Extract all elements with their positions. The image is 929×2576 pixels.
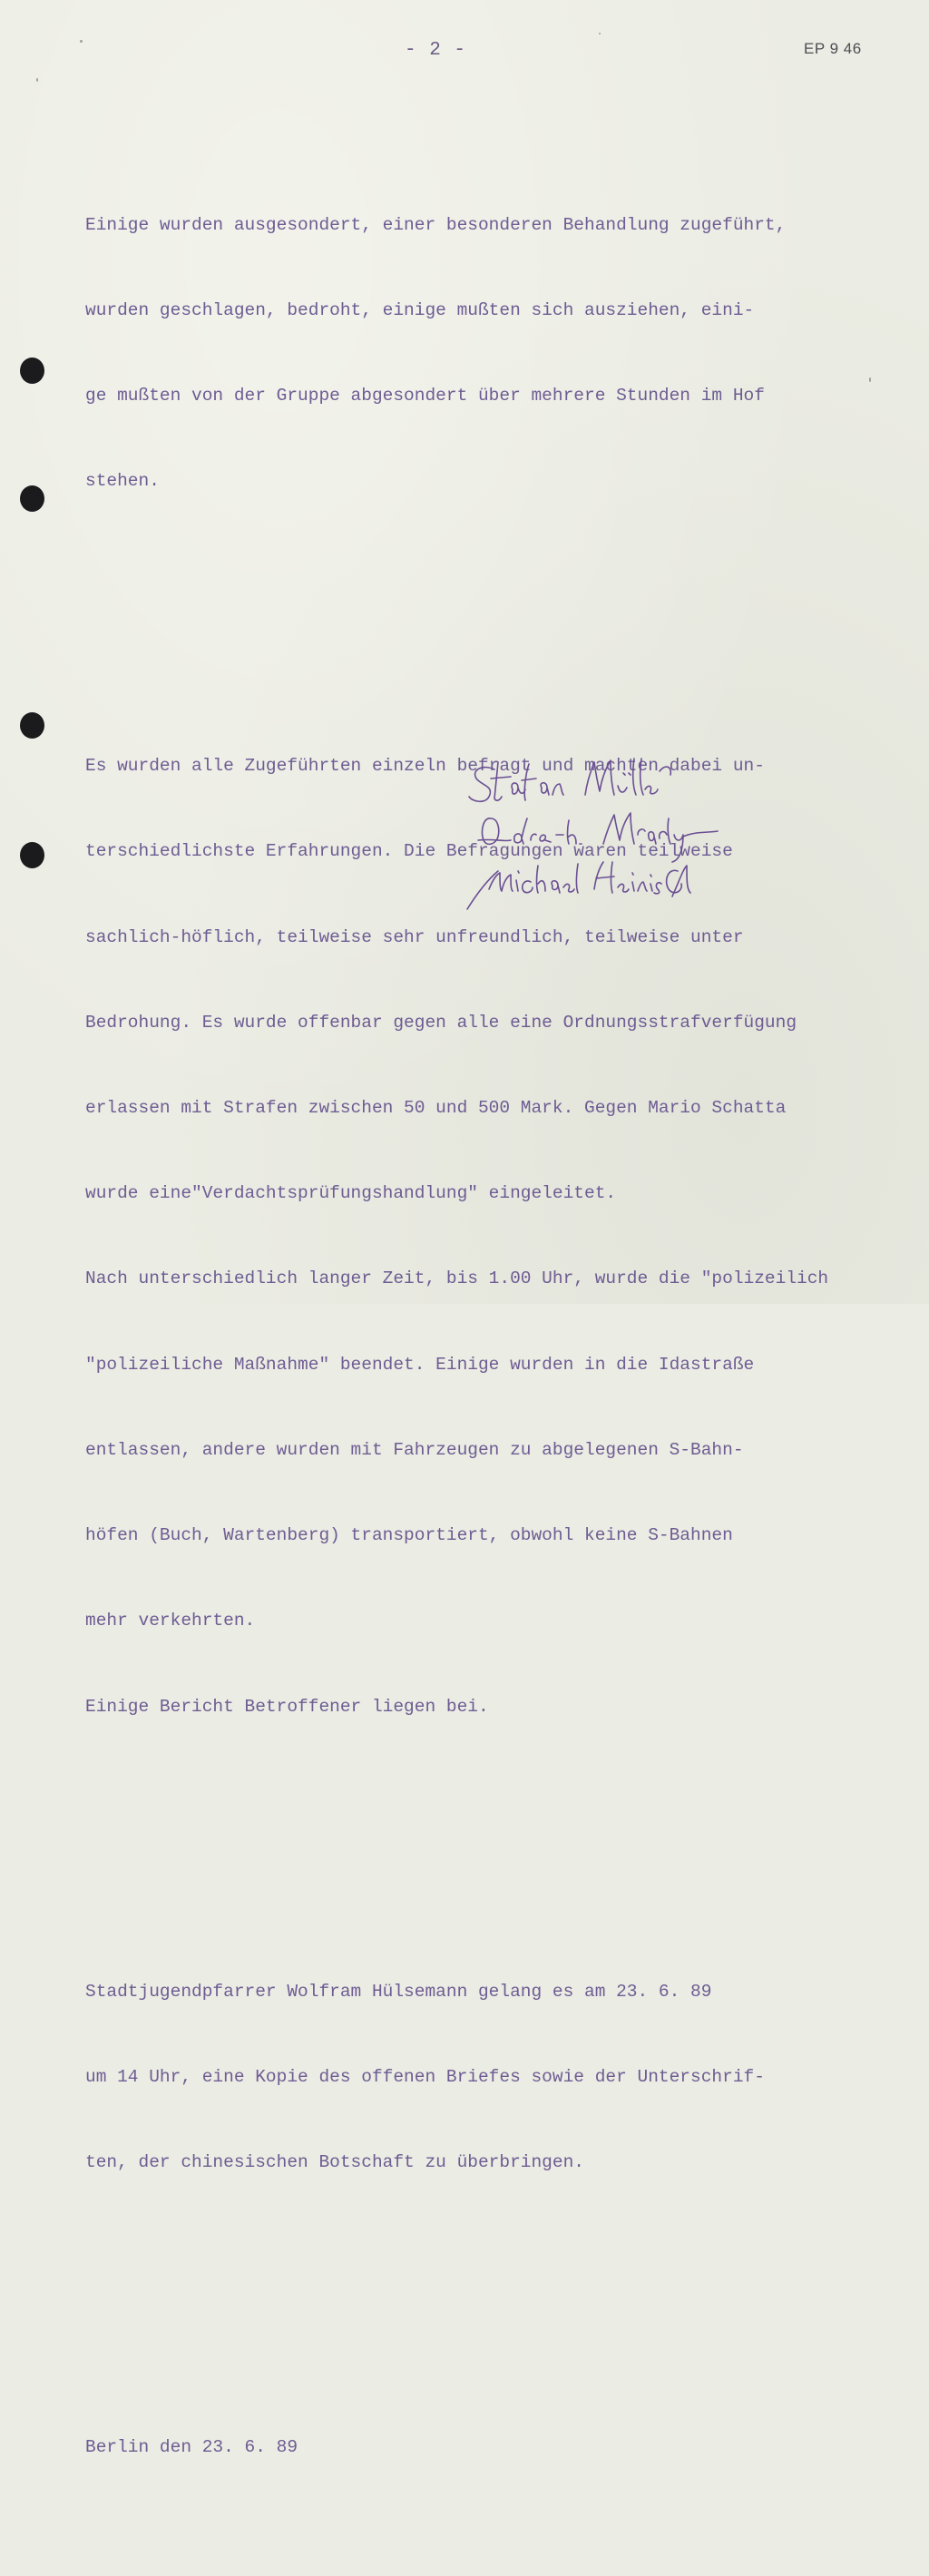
signature-1	[469, 759, 670, 801]
text-line: erlassen mit Strafen zwischen 50 und 500 Mark. Gegen Mario Schatta	[85, 1098, 787, 1119]
text-line: Nach unterschiedlich langer Zeit, bis 1.00 Uhr, wurde die "polizeilich	[85, 1268, 829, 1289]
text-line: wurde eine"Verdachtsprüfungshandlung" eingeleitet.	[85, 1183, 617, 1204]
handwritten-signatures	[458, 753, 748, 916]
text-line: sachlich-höflich, teilweise sehr unfreundlich, teilweise unter	[85, 926, 744, 947]
text-line: mehr verkehrten.	[85, 1611, 256, 1631]
paragraph-1	[85, 154, 911, 553]
page-number: - 2 -	[404, 40, 466, 61]
text-line: wurden geschlagen, bedroht, einige mußten sich ausziehen, eini-	[85, 299, 755, 320]
paper-speck	[36, 78, 38, 82]
punch-hole	[20, 358, 44, 384]
paragraph-3	[85, 1921, 911, 2234]
signature-3	[467, 862, 690, 909]
punch-hole	[20, 712, 44, 739]
text-line: Einige Bericht Betroffener liegen bei.	[85, 1696, 489, 1717]
text-line: ten, der chinesischen Botschaft zu überbringen.	[85, 2151, 584, 2172]
text-line: ge mußten von der Gruppe abgesondert über mehrere Stunden im Hof	[85, 386, 765, 406]
text-line: terschiedlichste Erfahrungen. Die Befragungen waren teilweise	[85, 841, 733, 862]
text-line: Bedrohung. Es wurde offenbar gegen alle eine Ordnungsstrafverfügung	[85, 1012, 797, 1033]
text-line: um 14 Uhr, eine Kopie des offenen Briefes sowie der Unterschrif-	[85, 2066, 765, 2087]
text-line: Einige wurden ausgesondert, einer besonderen Behandlung zugeführt,	[85, 214, 787, 235]
paper-speck	[80, 40, 83, 43]
place-date: Berlin den 23. 6. 89	[85, 2436, 298, 2457]
punch-hole	[20, 485, 44, 512]
archive-reference: EP 9 46	[804, 40, 862, 57]
text-line: Stadtjugendpfarrer Wolfram Hülsemann gelang es am 23. 6. 89	[85, 1981, 712, 2002]
text-line: "polizeiliche Maßnahme" beendet. Einige wurden in die Idastraße	[85, 1354, 755, 1375]
paper-speck	[599, 33, 601, 34]
signature-2	[478, 813, 718, 862]
text-line: höfen (Buch, Wartenberg) transportiert, obwohl keine S-Bahnen	[85, 1525, 733, 1546]
closing	[85, 2376, 911, 2519]
punch-hole	[20, 842, 44, 868]
letter-body	[85, 97, 911, 2576]
text-line: Es wurden alle Zugeführten einzeln befragt und machten dabei un-	[85, 756, 765, 777]
paper-speck	[869, 377, 871, 382]
text-line: entlassen, andere wurden mit Fahrzeugen zu abgelegenen S-Bahn-	[85, 1439, 744, 1460]
text-line: stehen.	[85, 471, 160, 492]
